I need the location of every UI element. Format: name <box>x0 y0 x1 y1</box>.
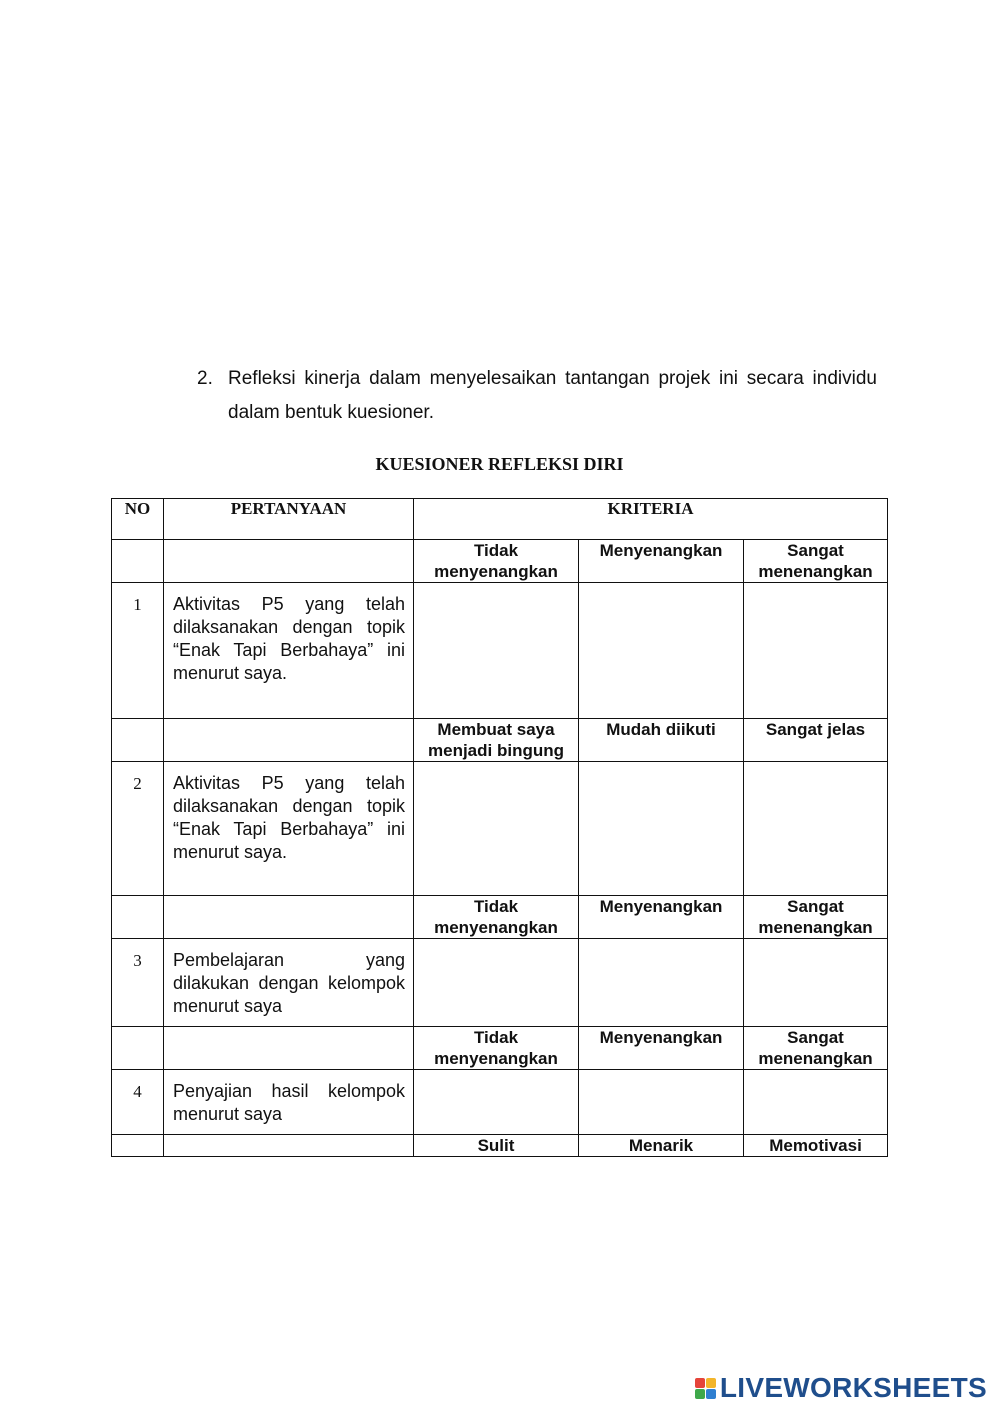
answer-cell[interactable] <box>414 583 579 719</box>
question-number: 2 <box>112 762 164 896</box>
logo-text: LIVEWORKSHEETS <box>719 1372 987 1403</box>
criteria-option: Menyenangkan <box>579 896 744 939</box>
criteria-row <box>112 896 888 939</box>
criteria-row <box>112 1135 888 1157</box>
answer-cell[interactable] <box>744 939 888 1027</box>
empty-cell <box>112 1027 164 1070</box>
criteria-option: Mudah diikuti <box>579 719 744 762</box>
criteria-option: Tidak menyenangkan <box>414 540 579 583</box>
instruction-text: Refleksi kinerja dalam menyelesaikan tantangan projek ini secara individu dalam bentuk kuesioner. <box>228 368 877 423</box>
empty-cell <box>164 1135 414 1157</box>
answer-cell[interactable] <box>744 762 888 896</box>
answer-cell[interactable] <box>414 762 579 896</box>
answer-cell[interactable] <box>414 1070 579 1135</box>
answer-cell[interactable] <box>579 583 744 719</box>
empty-cell <box>164 896 414 939</box>
criteria-option: Sulit <box>414 1135 579 1157</box>
logo-square <box>695 1378 705 1388</box>
logo-grid-icon <box>695 1378 716 1399</box>
instruction <box>197 362 877 430</box>
criteria-option: Memotivasi <box>744 1135 888 1157</box>
question-text: Penyajian hasil kelompok menurut saya <box>164 1070 414 1135</box>
answer-cell[interactable] <box>579 1070 744 1135</box>
question-number: 1 <box>112 583 164 719</box>
questionnaire-title: KUESIONER REFLEKSI DIRI <box>375 454 624 474</box>
question-text: Aktivitas P5 yang telah dilaksanakan dengan topik “Enak Tapi Berbahaya” ini menurut saya. <box>164 762 414 896</box>
empty-cell <box>112 540 164 583</box>
header-no: NO <box>112 499 164 540</box>
criteria-option: Sangat jelas <box>744 719 888 762</box>
criteria-option: Membuat saya menjadi bingung <box>414 719 579 762</box>
logo-square <box>706 1378 716 1388</box>
empty-cell <box>164 719 414 762</box>
question-row <box>112 1070 888 1135</box>
empty-cell <box>164 540 414 583</box>
answer-cell[interactable] <box>414 939 579 1027</box>
question-number: 4 <box>112 1070 164 1135</box>
criteria-option: Menyenangkan <box>579 1027 744 1070</box>
question-text: Aktivitas P5 yang telah dilaksanakan dengan topik “Enak Tapi Berbahaya” ini menurut saya. <box>164 583 414 719</box>
criteria-option: Sangat menenangkan <box>744 896 888 939</box>
criteria-option: Tidak menyenangkan <box>414 1027 579 1070</box>
empty-cell <box>164 1027 414 1070</box>
header-question: PERTANYAAN <box>164 499 414 540</box>
logo-square <box>706 1389 716 1399</box>
liveworksheets-logo <box>695 1372 987 1404</box>
questionnaire-table <box>111 498 888 1157</box>
criteria-option: Sangat menenangkan <box>744 540 888 583</box>
criteria-option: Tidak menyenangkan <box>414 896 579 939</box>
criteria-row <box>112 1027 888 1070</box>
question-text: Pembelajaran yang dilakukan dengan kelompok menurut saya <box>164 939 414 1027</box>
header-row <box>112 499 888 540</box>
answer-cell[interactable] <box>579 762 744 896</box>
question-row <box>112 939 888 1027</box>
logo-square <box>695 1389 705 1399</box>
empty-cell <box>112 1135 164 1157</box>
criteria-option: Menarik <box>579 1135 744 1157</box>
question-row <box>112 583 888 719</box>
question-number: 3 <box>112 939 164 1027</box>
header-criteria: KRITERIA <box>414 499 888 540</box>
empty-cell <box>112 719 164 762</box>
empty-cell <box>112 896 164 939</box>
answer-cell[interactable] <box>744 583 888 719</box>
criteria-option: Sangat menenangkan <box>744 1027 888 1070</box>
criteria-row <box>112 719 888 762</box>
criteria-row <box>112 540 888 583</box>
instruction-number: 2. <box>197 368 213 389</box>
question-row <box>112 762 888 896</box>
criteria-option: Menyenangkan <box>579 540 744 583</box>
answer-cell[interactable] <box>579 939 744 1027</box>
answer-cell[interactable] <box>744 1070 888 1135</box>
